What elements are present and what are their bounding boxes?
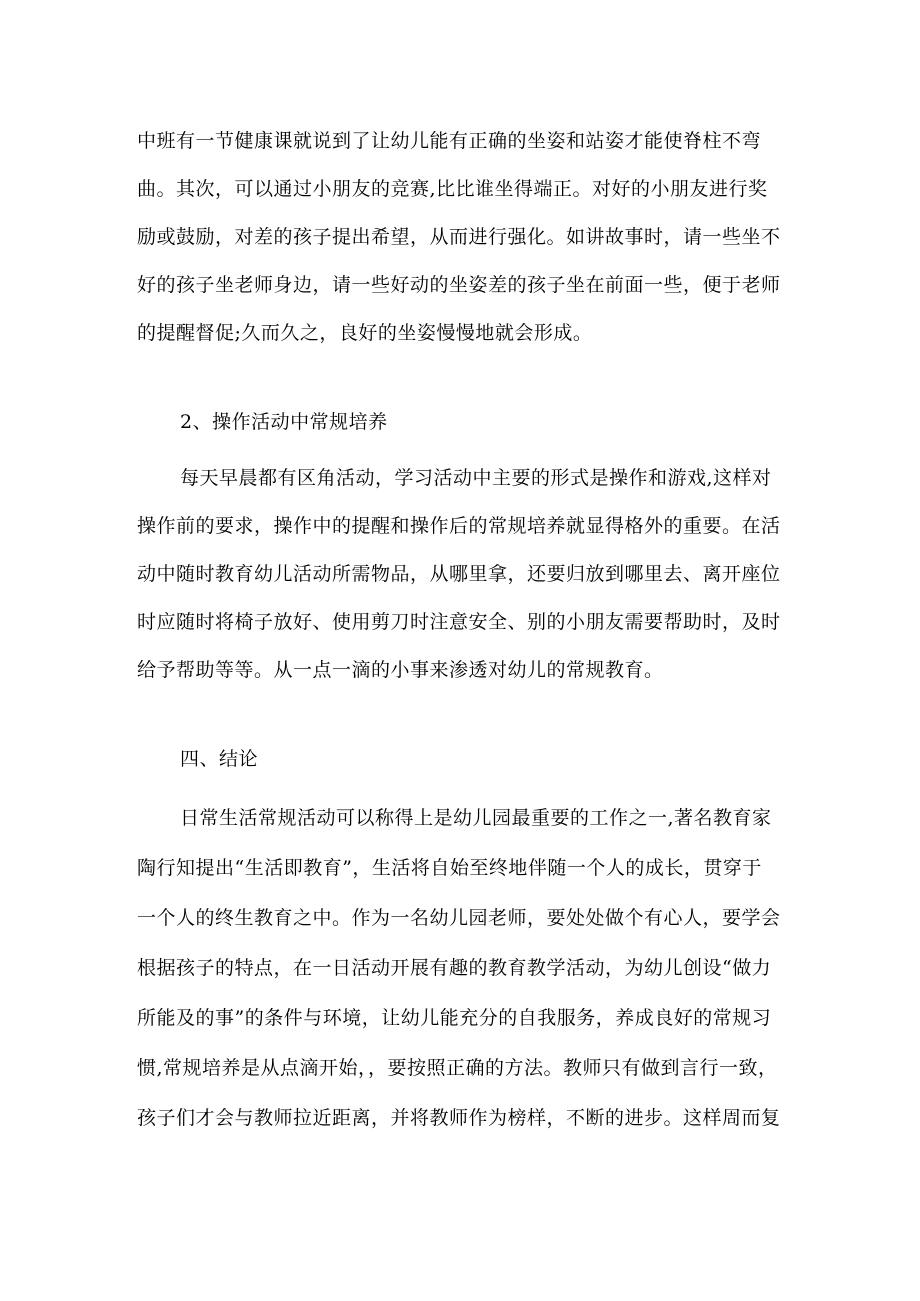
paragraph-line: 一个人的终生教育之中。作为一名幼儿园老师，要处处做个有心人，要学会	[137, 907, 781, 929]
paragraph-line: 操作前的要求，操作中的提醒和操作后的常规培养就显得格外的重要。在活	[137, 515, 781, 537]
section-heading: 四、结论	[180, 748, 259, 770]
paragraph-line: 时应随时将椅子放好、使用剪刀时注意安全、别的小朋友需要帮助时，及时	[137, 611, 781, 633]
paragraph-line: 励或鼓励，对差的孩子提出希望，从而进行强化。如讲故事时，请一些坐不	[137, 226, 781, 248]
paragraph-line: 每天早晨都有区角活动，学习活动中主要的形式是操作和游戏,这样对	[180, 467, 772, 489]
paragraph-line: 好的孩子坐老师身边，请一些好动的坐姿差的孩子坐在前面一些，便于老师	[137, 274, 781, 296]
paragraph-line: 曲。其次，可以通过小朋友的竞赛,比比谁坐得端正。对好的小朋友进行奖	[137, 178, 768, 200]
paragraph-line: 根据孩子的特点，在一日活动开展有趣的教育教学活动，为幼儿创设“做力	[137, 957, 772, 979]
paragraph-line: 陶行知提出“生活即教育”，生活将自始至终地伴随一个人的成长，贯穿于	[137, 857, 762, 879]
paragraph-line: 中班有一节健康课就说到了让幼儿能有正确的坐姿和站姿才能使脊柱不弯	[137, 130, 762, 152]
paragraph-line: 所能及的事”的条件与环境，让幼儿能充分的自我服务，养成良好的常规习	[137, 1007, 772, 1029]
paragraph-line: 惯,常规培养是从点滴开始，，要按照正确的方法。教师只有做到言行一致，	[137, 1057, 778, 1079]
paragraph-line: 动中随时教育幼儿活动所需物品，从哪里拿，还要归放到哪里去、离开座位	[137, 563, 781, 585]
paragraph-line: 的提醒督促;久而久之，良好的坐姿慢慢地就会形成。	[137, 322, 593, 344]
paragraph-line: 给予帮助等等。从一点一滴的小事来渗透对幼儿的常规教育。	[137, 659, 664, 681]
paragraph-line: 日常生活常规活动可以称得上是幼儿园最重要的工作之一,著名教育家	[180, 807, 772, 829]
paragraph-line: 孩子们才会与教师拉近距离，并将教师作为榜样，不断的进步。这样周而复	[137, 1107, 781, 1129]
section-heading: 2、操作活动中常规培养	[180, 411, 388, 433]
